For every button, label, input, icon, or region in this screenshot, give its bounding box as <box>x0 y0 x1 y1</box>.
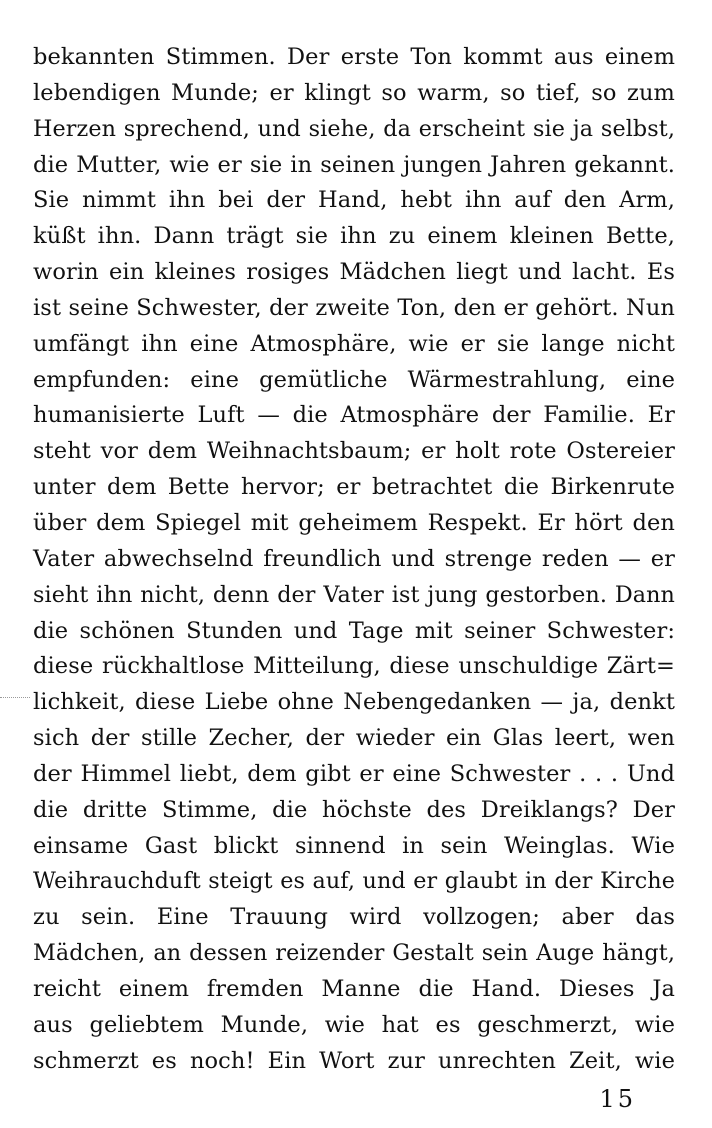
text-line: zu sein. Eine Trauung wird vollzogen; aber das <box>33 904 675 931</box>
text-line: steht vor dem Weihnachtsbaum; er holt rote Ostereier <box>33 438 675 465</box>
text-line: küßt ihn. Dann trägt sie ihn zu einem kleinen Bette, <box>33 223 675 250</box>
scan-margin-mark <box>0 697 30 698</box>
text-line: Weihrauchduft steigt es auf, und er glaubt in der Kirche <box>33 868 675 895</box>
text-line: schmerzt es noch! Ein Wort zur unrechten Zeit, wie <box>33 1047 675 1074</box>
text-line: die dritte Stimme, die höchste des Dreiklangs? Der <box>33 796 675 823</box>
text-line: lebendigen Munde; er klingt so warm, so tief, so zum <box>33 79 675 106</box>
text-line: ist seine Schwester, der zweite Ton, den er gehört. Nun <box>33 294 675 321</box>
text-line: über dem Spiegel mit geheimem Respekt. Er hört den <box>33 509 675 536</box>
text-line: Mädchen, an dessen reizender Gestalt sein Auge hängt, <box>33 940 675 967</box>
text-line: sich der stille Zecher, der wieder ein Glas leert, wen <box>33 725 675 752</box>
text-line: aus geliebtem Munde, wie hat es geschmerzt, wie <box>33 1011 675 1038</box>
text-line: worin ein kleines rosiges Mädchen liegt und lacht. Es <box>33 259 675 286</box>
text-line: die Mutter, wie er sie in seinen jungen Jahren gekannt. <box>33 151 675 178</box>
text-line: diese rückhaltlose Mitteilung, diese unschuldige Zärt= <box>33 653 675 680</box>
page-number: 15 <box>599 1085 636 1113</box>
text-line: lichkeit, diese Liebe ohne Nebengedanken — ja, denkt <box>33 689 675 716</box>
text-line: der Himmel liebt, dem gibt er eine Schwester . . . Und <box>33 760 675 787</box>
text-line: Herzen sprechend, und siehe, da erscheint sie ja selbst, <box>33 115 675 142</box>
text-line: die schönen Stunden und Tage mit seiner Schwester: <box>33 617 675 644</box>
text-line: einsame Gast blickt sinnend in sein Weinglas. Wie <box>33 832 675 859</box>
text-line: unter dem Bette hervor; er betrachtet die Birkenrute <box>33 474 675 501</box>
text-line: Sie nimmt ihn bei der Hand, hebt ihn auf den Arm, <box>33 187 675 214</box>
body-text <box>33 40 675 1079</box>
text-line: bekannten Stimmen. Der erste Ton kommt aus einem <box>33 44 675 70</box>
text-line: Vater abwechselnd freundlich und strenge reden — er <box>33 545 675 572</box>
text-line: umfängt ihn eine Atmosphäre, wie er sie lange nicht <box>33 330 675 357</box>
text-line: empfunden: eine gemütliche Wärmestrahlung, eine <box>33 366 675 393</box>
text-line: sieht ihn nicht, denn der Vater ist jung gestorben. Dann <box>33 581 675 608</box>
text-line: reicht einem fremden Manne die Hand. Dieses Ja <box>33 975 675 1002</box>
text-line: humanisierte Luft — die Atmosphäre der Familie. Er <box>33 402 675 429</box>
